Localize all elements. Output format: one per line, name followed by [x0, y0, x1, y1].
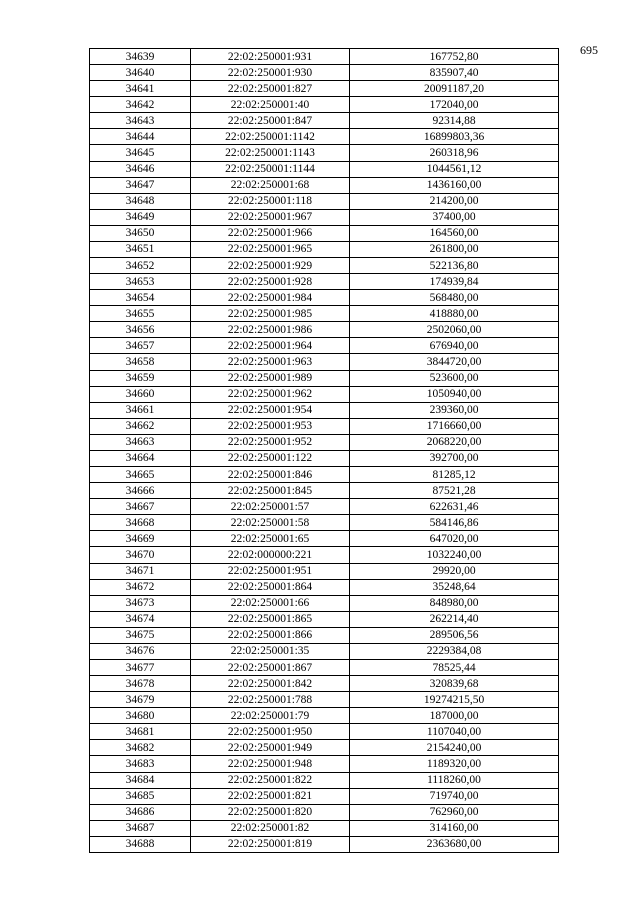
cadastral-number-cell: 22:02:250001:967 — [191, 209, 350, 225]
value-cell: 289506,56 — [350, 627, 559, 643]
cadastral-number-cell: 22:02:250001:118 — [191, 193, 350, 209]
value-cell: 16899803,36 — [350, 129, 559, 145]
table-row — [90, 290, 559, 306]
value-cell: 622631,46 — [350, 499, 559, 515]
row-number-cell: 34653 — [90, 274, 191, 290]
table-row — [90, 692, 559, 708]
value-cell: 584146,86 — [350, 515, 559, 531]
table-row — [90, 306, 559, 322]
value-cell: 167752,80 — [350, 49, 559, 65]
row-number-cell: 34675 — [90, 627, 191, 643]
cadastral-number-cell: 22:02:250001:948 — [191, 756, 350, 772]
cadastral-number-cell: 22:02:250001:40 — [191, 97, 350, 113]
value-cell: 848980,00 — [350, 595, 559, 611]
value-cell: 392700,00 — [350, 450, 559, 466]
table-row — [90, 676, 559, 692]
cadastral-number-cell: 22:02:250001:965 — [191, 241, 350, 257]
row-number-cell: 34654 — [90, 290, 191, 306]
row-number-cell: 34660 — [90, 386, 191, 402]
row-number-cell: 34679 — [90, 692, 191, 708]
cadastral-number-cell: 22:02:250001:58 — [191, 515, 350, 531]
table-row — [90, 724, 559, 740]
table-row — [90, 515, 559, 531]
row-number-cell: 34681 — [90, 724, 191, 740]
row-number-cell: 34655 — [90, 306, 191, 322]
value-cell: 1118260,00 — [350, 772, 559, 788]
cadastral-number-cell: 22:02:250001:867 — [191, 659, 350, 675]
table-row — [90, 145, 559, 161]
row-number-cell: 34640 — [90, 65, 191, 81]
table-row — [90, 643, 559, 659]
row-number-cell: 34659 — [90, 370, 191, 386]
cadastral-number-cell: 22:02:250001:1144 — [191, 161, 350, 177]
table-row — [90, 418, 559, 434]
cadastral-number-cell: 22:02:250001:866 — [191, 627, 350, 643]
table-row — [90, 65, 559, 81]
row-number-cell: 34688 — [90, 836, 191, 852]
cadastral-number-cell: 22:02:250001:864 — [191, 579, 350, 595]
row-number-cell: 34678 — [90, 676, 191, 692]
cadastral-number-cell: 22:02:250001:79 — [191, 708, 350, 724]
row-number-cell: 34665 — [90, 467, 191, 483]
row-number-cell: 34676 — [90, 643, 191, 659]
cadastral-number-cell: 22:02:250001:930 — [191, 65, 350, 81]
table-row — [90, 161, 559, 177]
table-row — [90, 274, 559, 290]
cadastral-number-cell: 22:02:250001:847 — [191, 113, 350, 129]
row-number-cell: 34667 — [90, 499, 191, 515]
cadastral-number-cell: 22:02:250001:949 — [191, 740, 350, 756]
value-cell: 2502060,00 — [350, 322, 559, 338]
row-number-cell: 34685 — [90, 788, 191, 804]
value-cell: 320839,68 — [350, 676, 559, 692]
row-number-cell: 34647 — [90, 177, 191, 193]
cadastral-number-cell: 22:02:250001:986 — [191, 322, 350, 338]
row-number-cell: 34652 — [90, 258, 191, 274]
value-cell: 314160,00 — [350, 820, 559, 836]
table-row — [90, 97, 559, 113]
cadastral-number-cell: 22:02:250001:953 — [191, 418, 350, 434]
table-row — [90, 49, 559, 65]
row-number-cell: 34645 — [90, 145, 191, 161]
value-cell: 2363680,00 — [350, 836, 559, 852]
page-number: 695 — [580, 43, 598, 57]
row-number-cell: 34644 — [90, 129, 191, 145]
value-cell: 29920,00 — [350, 563, 559, 579]
value-cell: 260318,96 — [350, 145, 559, 161]
cadastral-number-cell: 22:02:250001:984 — [191, 290, 350, 306]
value-cell: 1044561,12 — [350, 161, 559, 177]
cadastral-number-cell: 22:02:250001:819 — [191, 836, 350, 852]
table-row — [90, 595, 559, 611]
table-row — [90, 322, 559, 338]
value-cell: 568480,00 — [350, 290, 559, 306]
cadastral-number-cell: 22:02:250001:964 — [191, 338, 350, 354]
value-cell: 2068220,00 — [350, 434, 559, 450]
cadastral-number-cell: 22:02:250001:845 — [191, 483, 350, 499]
value-cell: 676940,00 — [350, 338, 559, 354]
value-cell: 1032240,00 — [350, 547, 559, 563]
table-row — [90, 547, 559, 563]
cadastral-number-cell: 22:02:250001:788 — [191, 692, 350, 708]
table-row — [90, 659, 559, 675]
value-cell: 1436160,00 — [350, 177, 559, 193]
table-row — [90, 338, 559, 354]
table-row — [90, 370, 559, 386]
value-cell: 3844720,00 — [350, 354, 559, 370]
table-row — [90, 258, 559, 274]
row-number-cell: 34642 — [90, 97, 191, 113]
row-number-cell: 34682 — [90, 740, 191, 756]
row-number-cell: 34684 — [90, 772, 191, 788]
value-cell: 187000,00 — [350, 708, 559, 724]
table-row — [90, 579, 559, 595]
table-row — [90, 113, 559, 129]
cadastral-number-cell: 22:02:250001:952 — [191, 434, 350, 450]
table-row — [90, 611, 559, 627]
row-number-cell: 34680 — [90, 708, 191, 724]
row-number-cell: 34677 — [90, 659, 191, 675]
value-cell: 92314,88 — [350, 113, 559, 129]
cadastral-number-cell: 22:02:250001:82 — [191, 820, 350, 836]
row-number-cell: 34639 — [90, 49, 191, 65]
table-row — [90, 740, 559, 756]
cadastral-number-cell: 22:02:250001:68 — [191, 177, 350, 193]
row-number-cell: 34668 — [90, 515, 191, 531]
value-cell: 719740,00 — [350, 788, 559, 804]
row-number-cell: 34656 — [90, 322, 191, 338]
table-row — [90, 467, 559, 483]
cadastral-number-cell: 22:02:250001:966 — [191, 225, 350, 241]
row-number-cell: 34674 — [90, 611, 191, 627]
value-cell: 835907,40 — [350, 65, 559, 81]
value-cell: 239360,00 — [350, 402, 559, 418]
cadastral-number-cell: 22:02:250001:1142 — [191, 129, 350, 145]
cadastral-number-cell: 22:02:250001:962 — [191, 386, 350, 402]
cadastral-number-cell: 22:02:250001:963 — [191, 354, 350, 370]
cadastral-number-cell: 22:02:250001:931 — [191, 49, 350, 65]
value-cell: 1716660,00 — [350, 418, 559, 434]
value-cell: 418880,00 — [350, 306, 559, 322]
value-cell: 81285,12 — [350, 467, 559, 483]
row-number-cell: 34661 — [90, 402, 191, 418]
table-row — [90, 193, 559, 209]
cadastral-number-cell: 22:02:250001:57 — [191, 499, 350, 515]
row-number-cell: 34671 — [90, 563, 191, 579]
table-row — [90, 563, 559, 579]
cadastral-number-cell: 22:02:250001:66 — [191, 595, 350, 611]
cadastral-number-cell: 22:02:250001:122 — [191, 450, 350, 466]
cadastral-number-cell: 22:02:250001:929 — [191, 258, 350, 274]
row-number-cell: 34670 — [90, 547, 191, 563]
value-cell: 523600,00 — [350, 370, 559, 386]
table-row — [90, 129, 559, 145]
cadastral-number-cell: 22:02:250001:951 — [191, 563, 350, 579]
value-cell: 172040,00 — [350, 97, 559, 113]
row-number-cell: 34687 — [90, 820, 191, 836]
value-cell: 647020,00 — [350, 531, 559, 547]
row-number-cell: 34662 — [90, 418, 191, 434]
value-cell: 2229384,08 — [350, 643, 559, 659]
row-number-cell: 34658 — [90, 354, 191, 370]
value-cell: 1189320,00 — [350, 756, 559, 772]
value-cell: 1050940,00 — [350, 386, 559, 402]
table-row — [90, 354, 559, 370]
row-number-cell: 34663 — [90, 434, 191, 450]
row-number-cell: 34650 — [90, 225, 191, 241]
value-cell: 1107040,00 — [350, 724, 559, 740]
cadastral-number-cell: 22:02:250001:822 — [191, 772, 350, 788]
cadastral-number-cell: 22:02:250001:950 — [191, 724, 350, 740]
row-number-cell: 34646 — [90, 161, 191, 177]
value-cell: 522136,80 — [350, 258, 559, 274]
cadastral-number-cell: 22:02:250001:827 — [191, 81, 350, 97]
cadastral-number-cell: 22:02:000000:221 — [191, 547, 350, 563]
table-row — [90, 499, 559, 515]
cadastral-number-cell: 22:02:250001:842 — [191, 676, 350, 692]
value-cell: 20091187,20 — [350, 81, 559, 97]
registry-table — [89, 48, 559, 853]
cadastral-number-cell: 22:02:250001:821 — [191, 788, 350, 804]
table-row — [90, 820, 559, 836]
table-row — [90, 402, 559, 418]
table-row — [90, 708, 559, 724]
registry-table-body — [90, 49, 559, 853]
row-number-cell: 34649 — [90, 209, 191, 225]
table-row — [90, 531, 559, 547]
row-number-cell: 34651 — [90, 241, 191, 257]
table-row — [90, 434, 559, 450]
row-number-cell: 34648 — [90, 193, 191, 209]
cadastral-number-cell: 22:02:250001:846 — [191, 467, 350, 483]
row-number-cell: 34666 — [90, 483, 191, 499]
row-number-cell: 34641 — [90, 81, 191, 97]
cadastral-number-cell: 22:02:250001:985 — [191, 306, 350, 322]
value-cell: 762960,00 — [350, 804, 559, 820]
row-number-cell: 34672 — [90, 579, 191, 595]
value-cell: 35248,64 — [350, 579, 559, 595]
table-row — [90, 450, 559, 466]
row-number-cell: 34686 — [90, 804, 191, 820]
cadastral-number-cell: 22:02:250001:35 — [191, 643, 350, 659]
table-row — [90, 756, 559, 772]
row-number-cell: 34669 — [90, 531, 191, 547]
table-row — [90, 209, 559, 225]
table-row — [90, 804, 559, 820]
row-number-cell: 34683 — [90, 756, 191, 772]
row-number-cell: 34643 — [90, 113, 191, 129]
row-number-cell: 34664 — [90, 450, 191, 466]
value-cell: 37400,00 — [350, 209, 559, 225]
cadastral-number-cell: 22:02:250001:820 — [191, 804, 350, 820]
value-cell: 78525,44 — [350, 659, 559, 675]
cadastral-number-cell: 22:02:250001:954 — [191, 402, 350, 418]
value-cell: 214200,00 — [350, 193, 559, 209]
cadastral-number-cell: 22:02:250001:65 — [191, 531, 350, 547]
table-row — [90, 788, 559, 804]
value-cell: 261800,00 — [350, 241, 559, 257]
cadastral-number-cell: 22:02:250001:928 — [191, 274, 350, 290]
value-cell: 2154240,00 — [350, 740, 559, 756]
table-row — [90, 81, 559, 97]
table-row — [90, 483, 559, 499]
value-cell: 87521,28 — [350, 483, 559, 499]
cadastral-number-cell: 22:02:250001:1143 — [191, 145, 350, 161]
value-cell: 164560,00 — [350, 225, 559, 241]
table-row — [90, 836, 559, 852]
table-row — [90, 386, 559, 402]
value-cell: 262214,40 — [350, 611, 559, 627]
table-row — [90, 241, 559, 257]
table-row — [90, 627, 559, 643]
row-number-cell: 34673 — [90, 595, 191, 611]
table-row — [90, 772, 559, 788]
value-cell: 174939,84 — [350, 274, 559, 290]
table-row — [90, 225, 559, 241]
cadastral-number-cell: 22:02:250001:989 — [191, 370, 350, 386]
table-row — [90, 177, 559, 193]
value-cell: 19274215,50 — [350, 692, 559, 708]
cadastral-number-cell: 22:02:250001:865 — [191, 611, 350, 627]
row-number-cell: 34657 — [90, 338, 191, 354]
